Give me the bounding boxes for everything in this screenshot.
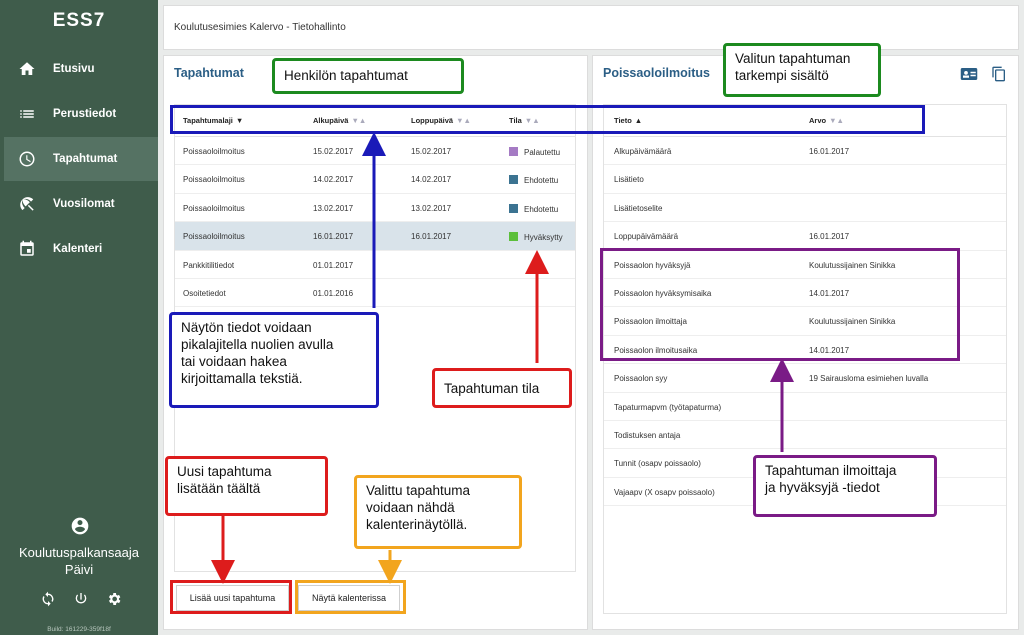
events-table-body <box>175 137 575 307</box>
sort-desc-icon[interactable]: ▼ <box>235 116 244 125</box>
cell-status <box>509 232 563 242</box>
build-info: Build: 161229-359f18f <box>47 626 111 633</box>
user-avatar-icon[interactable] <box>70 516 90 536</box>
sidebar-tools <box>40 591 122 607</box>
cell-field: Alkupäivämäärä <box>614 147 672 156</box>
sidebar-item-label: Etusivu <box>53 63 95 75</box>
status-color-icon <box>509 204 518 213</box>
cell-event-type: Poissaoloilmoitus <box>183 232 245 242</box>
sort-icon[interactable]: ▼▲ <box>829 116 844 125</box>
details-panel-title: Poissaoloilmoitus <box>603 66 710 80</box>
events-panel-title: Tapahtumat <box>174 66 244 80</box>
column-header-arvo[interactable]: Arvo ▼▲ <box>809 116 844 125</box>
cell-status <box>509 175 558 185</box>
cell-start-date: 16.01.2017 <box>313 232 354 242</box>
status-label: Ehdotettu <box>524 204 559 214</box>
power-icon[interactable] <box>73 591 89 607</box>
cell-event-type: Pankkitilitiedot <box>183 260 235 270</box>
cell-status <box>509 147 560 157</box>
header-title: Koulutusesimies Kalervo - Tietohallinto <box>174 22 346 33</box>
cell-field: Lisätieto <box>614 175 644 185</box>
cell-event-type: Osoitetiedot <box>183 288 226 298</box>
cell-event-type: Poissaoloilmoitus <box>183 203 245 213</box>
sidebar-item-label: Perustiedot <box>53 108 117 120</box>
cell-end-date: 14.02.2017 <box>411 175 452 185</box>
status-color-icon <box>509 232 518 241</box>
column-header-tila[interactable]: Tila ▼▲ <box>509 116 540 125</box>
cell-field: Tapaturmapvm (työtapaturma) <box>614 402 722 412</box>
cell-event-type: Poissaoloilmoitus <box>183 175 245 185</box>
sidebar-item-perustiedot[interactable] <box>4 92 158 136</box>
calendar-icon <box>18 240 36 258</box>
cell-start-date: 01.01.2017 <box>313 260 354 270</box>
sidebar <box>0 0 158 635</box>
status-label: Hyväksytty <box>524 233 563 243</box>
cell-field: Poissaolon syy <box>614 374 668 384</box>
cell-field: Vajaapv (X osapv poissaolo) <box>614 487 715 497</box>
status-color-icon <box>509 175 518 184</box>
cell-value: 16.01.2017 <box>809 147 850 156</box>
cell-value: 16.01.2017 <box>809 232 850 242</box>
status-label: Ehdotettu <box>524 176 559 186</box>
show-in-calendar-button[interactable]: Näytä kalenterissa <box>298 585 400 611</box>
column-header-tapahtumalaji[interactable]: Tapahtumalaji ▼ <box>183 116 244 125</box>
table-row[interactable] <box>175 194 575 222</box>
annotation-calendar-view: Valittu tapahtuma voidaan nähdä kalenterinäytöllä. <box>354 475 522 549</box>
calendar-button-highlight-box <box>295 580 406 614</box>
cell-value: 14.01.2017 <box>809 288 850 298</box>
sidebar-item-label: Kalenteri <box>53 243 103 255</box>
sidebar-item-label: Tapahtumat <box>53 153 118 165</box>
cell-value: 14.01.2017 <box>809 345 850 355</box>
sidebar-item-etusivu[interactable] <box>4 47 158 91</box>
list-icon <box>18 105 36 123</box>
cell-start-date: 15.02.2017 <box>313 147 354 156</box>
cell-field: Poissaolon hyväksyjä <box>614 260 691 270</box>
cell-field: Tunnit (osapv poissaolo) <box>614 459 701 469</box>
cell-field: Loppupäivämäärä <box>614 232 679 242</box>
table-row <box>604 137 1006 165</box>
home-icon <box>18 60 36 78</box>
cell-field: Poissaolon hyväksymisaika <box>614 288 712 298</box>
gear-icon[interactable] <box>106 591 122 607</box>
cell-start-date: 14.02.2017 <box>313 175 354 185</box>
table-row[interactable] <box>175 137 575 165</box>
status-label: Palautettu <box>524 148 561 157</box>
id-card-icon[interactable] <box>960 66 978 82</box>
cell-field: Poissaolon ilmoittaja <box>614 317 687 327</box>
page-header <box>163 5 1019 50</box>
annotation-person-events: Henkilön tapahtumat <box>272 58 464 94</box>
annotation-add-new: Uusi tapahtuma lisätään täältä <box>165 456 328 516</box>
sidebar-item-tapahtumat[interactable] <box>4 137 158 181</box>
cell-start-date: 13.02.2017 <box>313 203 354 213</box>
approver-highlight-box <box>600 248 960 361</box>
annotation-sorting: Näytön tiedot voidaan pikalajitella nuolien avulla tai voidaan hakea kirjoittamalla tekstiä. <box>169 312 379 408</box>
column-header-loppupaiva[interactable]: Loppupäivä ▼▲ <box>411 116 471 125</box>
annotation-approver-info: Tapahtuman ilmoittaja ja hyväksyjä -tiedot <box>753 455 937 517</box>
sort-asc-icon[interactable]: ▲ <box>634 116 643 125</box>
table-row <box>604 194 1006 222</box>
beach-umbrella-icon <box>18 195 36 213</box>
cell-value: 19 Sairausloma esimiehen luvalla <box>809 374 929 384</box>
table-row <box>604 364 1006 392</box>
table-row <box>604 165 1006 193</box>
cell-end-date: 15.02.2017 <box>411 147 452 156</box>
cell-event-type: Poissaoloilmoitus <box>183 147 245 156</box>
cell-field: Poissaolon ilmoitusaika <box>614 345 698 355</box>
cell-end-date: 16.01.2017 <box>411 232 452 242</box>
table-row[interactable] <box>175 279 575 307</box>
cell-field: Todistuksen antaja <box>614 430 681 440</box>
clock-icon <box>18 150 36 168</box>
add-event-button[interactable]: Lisää uusi tapahtuma <box>176 585 289 611</box>
column-header-tieto[interactable]: Tieto ▲ <box>614 116 643 125</box>
cell-value: Koulutussijainen Sinikka <box>809 260 896 270</box>
add-button-highlight-box <box>170 580 292 614</box>
cell-start-date: 01.01.2016 <box>313 288 354 298</box>
annotation-status: Tapahtuman tila <box>432 368 572 408</box>
copy-icon[interactable] <box>990 66 1008 82</box>
header-highlight-box <box>170 105 925 134</box>
table-row[interactable] <box>175 165 575 193</box>
user-name: Koulutuspalkansaaja Päivi <box>19 545 139 577</box>
annotation-selected-detail: Valitun tapahtuman tarkempi sisältö <box>723 43 881 97</box>
column-header-alkupaiva[interactable]: Alkupäivä ▼▲ <box>313 116 367 125</box>
table-row[interactable] <box>175 222 575 250</box>
sidebar-item-kalenteri[interactable] <box>4 227 158 271</box>
sidebar-item-vuosilomat[interactable] <box>4 182 158 226</box>
app-logo: ESS7 <box>52 10 106 31</box>
cell-end-date: 13.02.2017 <box>411 203 452 213</box>
sidebar-item-label: Vuosilomat <box>53 198 115 210</box>
table-row <box>604 393 1006 421</box>
sort-icon[interactable]: ▼▲ <box>456 116 471 125</box>
sort-icon[interactable]: ▼▲ <box>351 116 367 125</box>
table-row <box>604 222 1006 250</box>
table-row <box>604 421 1006 449</box>
cell-value: Koulutussijainen Sinikka <box>809 317 896 327</box>
cell-status <box>509 204 558 214</box>
table-row[interactable] <box>175 251 575 279</box>
sort-icon[interactable]: ▼▲ <box>524 116 540 125</box>
cell-field: Lisätietoselite <box>614 203 663 213</box>
details-panel-actions <box>960 66 1008 82</box>
status-color-icon <box>509 147 518 156</box>
refresh-icon[interactable] <box>40 591 56 607</box>
